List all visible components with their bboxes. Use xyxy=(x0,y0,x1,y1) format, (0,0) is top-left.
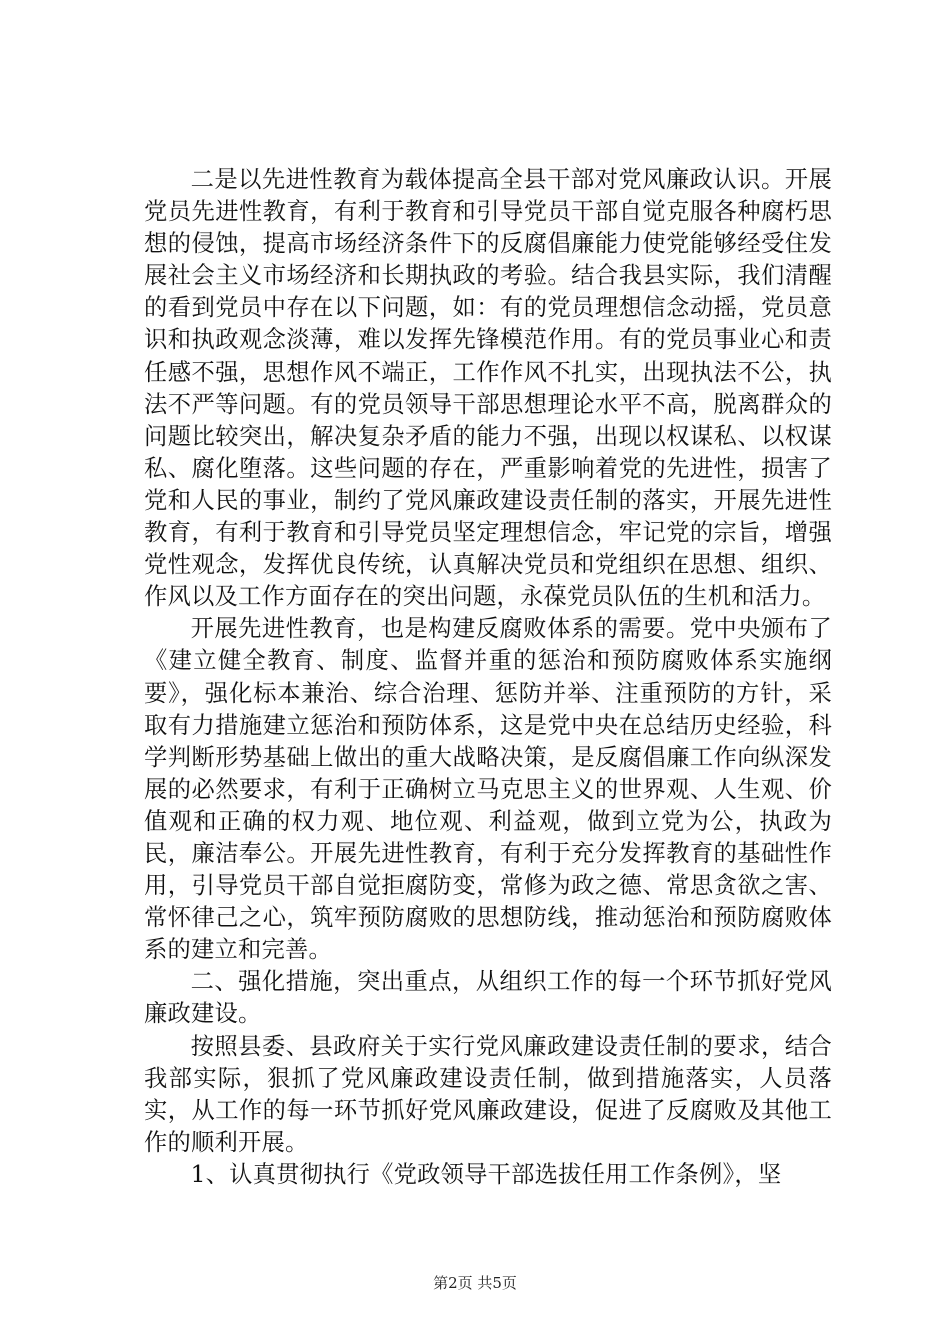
section-heading: 二、强化措施，突出重点，从组织工作的每一个环节抓好党风廉政建设。 xyxy=(144,968,832,1028)
paragraph-4: 1、认真贯彻执行《党政领导干部选拔任用工作条例》，坚 xyxy=(190,1160,782,1188)
page-footer: 第2页 共5页 xyxy=(433,1274,517,1292)
document-body xyxy=(144,164,832,1191)
paragraph-3: 按照县委、县政府关于实行党风廉政建设责任制的要求，结合我部实际，狠抓了党风廉政建设责任制，做到措施落实，人员落实，从工作的每一环节抓好党风廉政建设，促进了反腐败及其他工作的顺利开展。 xyxy=(144,1032,832,1156)
paragraph-1: 二是以先进性教育为载体提高全县干部对党风廉政认识。开展党员先进性教育，有利于教育和引导党员干部自觉克服各种腐朽思想的侵蚀，提高市场经济条件下的反腐倡廉能力使党能够经受住发展社会主义市场经济和长期执政的考验。结合我县实际，我们清醒的看到党员中存在以下问题，如：有的党员理想信念动摇，党员意识和执政观念淡薄，难以发挥先锋模范作用。有的党员事业心和责任感不强，思想作风不端正，工作作风不扎实，出现执法不公，执法不严等问题。有的党员领导干部思想理论水平不高，脱离群众的问题比较突出，解决复杂矛盾的能力不强，出现以权谋私、以权谋私、腐化堕落。这些问题的存在，严重影响着党的先进性，损害了党和人民的事业，制约了党风廉政建设责任制的落实，开展先进性教育，有利于教育和引导党员坚定理想信念，牢记党的宗旨，增强党性观念，发挥优良传统，认真解决党员和党组织在思想、组织、作风以及工作方面存在的突出问题，永葆党员队伍的生机和活力。 xyxy=(144,166,832,611)
paragraph-2: 开展先进性教育，也是构建反腐败体系的需要。党中央颁布了《建立健全教育、制度、监督并重的惩治和预防腐败体系实施纲要》，强化标本兼治、综合治理、惩防并举、注重预防的方针，采取有力措施建立惩治和预防体系，这是党中央在总结历史经验，科学判断形势基础上做出的重大战略决策，是反腐倡廉工作向纵深发展的必然要求，有利于正确树立马克思主义的世界观、人生观、价值观和正确的权力观、地位观、利益观，做到立党为公，执政为民，廉洁奉公。开展先进性教育，有利于充分发挥教育的基础性作用，引导党员干部自觉拒腐防变，常修为政之德、常思贪欲之害、常怀律己之心，筑牢预防腐败的思想防线，推动惩治和预防腐败体系的建立和完善。 xyxy=(144,615,832,964)
